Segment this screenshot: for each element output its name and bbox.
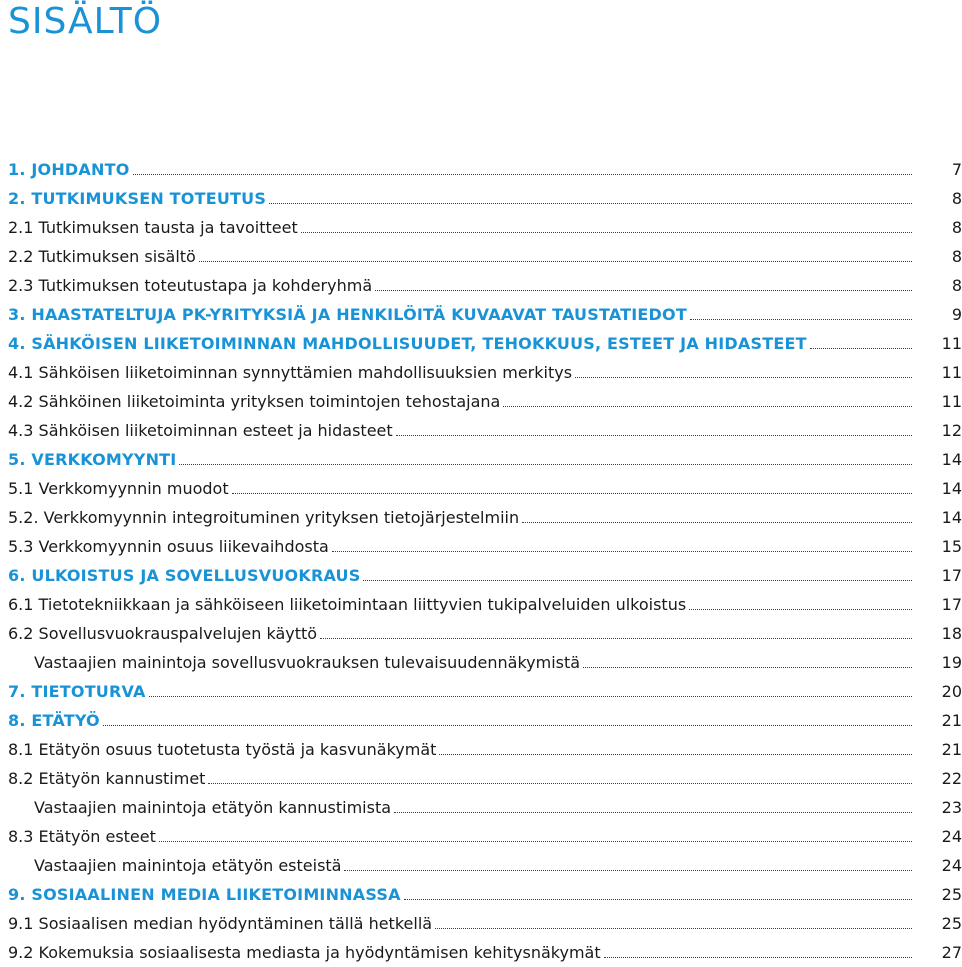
toc-dot-leader	[149, 696, 912, 697]
toc-entry[interactable]	[8, 619, 962, 648]
page-title: SISÄLTÖ	[8, 1, 163, 42]
toc-entry-label: 9.2 Kokemuksia sosiaalisesta mediasta ja hyödyntämisen kehitysnäkymät	[8, 943, 601, 962]
toc-entry-page-number: 9	[951, 305, 962, 324]
toc-entry-label: 2.3 Tutkimuksen toteutustapa ja kohderyhmä	[8, 276, 373, 295]
toc-dot-leader	[575, 377, 912, 378]
toc-entry-page-number: 11	[941, 363, 962, 382]
toc-entry-label: 5.3 Verkkomyynnin osuus liikevaihdosta	[8, 537, 329, 556]
toc-entry[interactable]	[8, 735, 962, 764]
toc-entry-page-number: 27	[941, 943, 962, 962]
toc-entry-page-number: 24	[941, 856, 962, 875]
toc-entry[interactable]	[8, 822, 962, 851]
toc-entry-page-number: 21	[941, 740, 962, 759]
toc-entry-label: 8.2 Etätyön kannustimet	[8, 769, 206, 788]
toc-entry-page-number: 12	[941, 421, 962, 440]
toc-dot-leader	[394, 812, 912, 813]
toc-entry[interactable]	[8, 242, 962, 271]
toc-dot-leader	[199, 261, 912, 262]
toc-entry-label: 1. JOHDANTO	[8, 160, 130, 179]
toc-entry[interactable]	[8, 561, 962, 590]
toc-entry-page-number: 11	[941, 392, 962, 411]
toc-entry-page-number: 14	[941, 508, 962, 527]
toc-entry-label: 5.2. Verkkomyynnin integroituminen yrityksen tietojärjestelmiin	[8, 508, 520, 527]
toc-dot-leader	[208, 783, 912, 784]
toc-dot-leader	[332, 551, 912, 552]
toc-entry-page-number: 8	[951, 189, 962, 208]
toc-entry-page-number: 22	[941, 769, 962, 788]
toc-entry-page-number: 19	[941, 653, 962, 672]
toc-entry-page-number: 8	[951, 276, 962, 295]
toc-entry[interactable]	[8, 880, 962, 909]
toc-dot-leader	[301, 232, 912, 233]
toc-dot-leader	[269, 203, 912, 204]
toc-entry-page-number: 7	[951, 160, 962, 179]
toc-entry-label: 2.1 Tutkimuksen tausta ja tavoitteet	[8, 218, 298, 237]
table-of-contents	[8, 155, 962, 967]
toc-entry-label: Vastaajien mainintoja sovellusvuokrauksen tulevaisuudennäkymistä	[34, 653, 581, 672]
toc-entry[interactable]	[8, 155, 962, 184]
toc-entry[interactable]	[8, 416, 962, 445]
toc-dot-leader	[179, 464, 912, 465]
toc-entry[interactable]	[8, 445, 962, 474]
toc-entry[interactable]	[8, 764, 962, 793]
toc-entry-page-number: 14	[941, 479, 962, 498]
toc-entry[interactable]	[8, 851, 962, 880]
toc-dot-leader	[604, 957, 912, 958]
toc-entry-label: 4.2 Sähköinen liiketoiminta yrityksen toimintojen tehostajana	[8, 392, 501, 411]
toc-entry-page-number: 20	[941, 682, 962, 701]
toc-dot-leader	[363, 580, 912, 581]
toc-entry-page-number: 8	[951, 247, 962, 266]
toc-entry[interactable]	[8, 387, 962, 416]
toc-entry-label: 2. TUTKIMUKSEN TOTEUTUS	[8, 189, 267, 208]
toc-entry-page-number: 11	[941, 334, 962, 353]
toc-dot-leader	[375, 290, 912, 291]
toc-entry-label: 5. VERKKOMYYNTI	[8, 450, 177, 469]
toc-entry-page-number: 25	[941, 885, 962, 904]
toc-entry-label: 4. SÄHKÖISEN LIIKETOIMINNAN MAHDOLLISUUDET, TEHOKKUUS, ESTEET JA HIDASTEET	[8, 334, 807, 353]
toc-entry-label: 6. ULKOISTUS JA SOVELLUSVUOKRAUS	[8, 566, 361, 585]
toc-entry[interactable]	[8, 793, 962, 822]
toc-dot-leader	[522, 522, 912, 523]
toc-entry-page-number: 14	[941, 450, 962, 469]
toc-entry[interactable]	[8, 532, 962, 561]
toc-entry-page-number: 18	[941, 624, 962, 643]
toc-entry-label: 9. SOSIAALINEN MEDIA LIIKETOIMINNASSA	[8, 885, 401, 904]
toc-entry[interactable]	[8, 677, 962, 706]
toc-entry[interactable]	[8, 706, 962, 735]
toc-entry-label: 7. TIETOTURVA	[8, 682, 146, 701]
toc-entry-label: 5.1 Verkkomyynnin muodot	[8, 479, 229, 498]
toc-entry-label: 6.2 Sovellusvuokrauspalvelujen käyttö	[8, 624, 318, 643]
toc-dot-leader	[810, 348, 912, 349]
toc-entry[interactable]	[8, 503, 962, 532]
toc-entry-label: 8.1 Etätyön osuus tuotetusta työstä ja kasvunäkymät	[8, 740, 437, 759]
toc-entry-page-number: 23	[941, 798, 962, 817]
toc-dot-leader	[396, 435, 912, 436]
toc-entry-label: 8.3 Etätyön esteet	[8, 827, 156, 846]
toc-entry-page-number: 17	[941, 566, 962, 585]
toc-entry[interactable]	[8, 358, 962, 387]
toc-entry-page-number: 21	[941, 711, 962, 730]
toc-entry-page-number: 25	[941, 914, 962, 933]
toc-entry-label: 3. HAASTATELTUJA PK-YRITYKSIÄ JA HENKILÖITÄ KUVAAVAT TAUSTATIEDOT	[8, 305, 687, 324]
toc-dot-leader	[583, 667, 912, 668]
toc-entry-label: 9.1 Sosiaalisen median hyödyntäminen tällä hetkellä	[8, 914, 433, 933]
toc-entry[interactable]	[8, 271, 962, 300]
toc-entry-page-number: 15	[941, 537, 962, 556]
toc-entry[interactable]	[8, 909, 962, 938]
toc-entry[interactable]	[8, 329, 962, 358]
toc-entry-label: 4.3 Sähköisen liiketoiminnan esteet ja hidasteet	[8, 421, 393, 440]
toc-entry[interactable]	[8, 590, 962, 619]
toc-entry[interactable]	[8, 474, 962, 503]
toc-dot-leader	[133, 174, 913, 175]
toc-dot-leader	[689, 609, 912, 610]
toc-entry-label: 2.2 Tutkimuksen sisältö	[8, 247, 196, 266]
toc-dot-leader	[232, 493, 912, 494]
toc-entry-label: 4.1 Sähköisen liiketoiminnan synnyttämien mahdollisuuksien merkitys	[8, 363, 573, 382]
toc-dot-leader	[159, 841, 912, 842]
toc-entry-page-number: 8	[951, 218, 962, 237]
toc-dot-leader	[690, 319, 912, 320]
toc-entry[interactable]	[8, 938, 962, 967]
toc-dot-leader	[320, 638, 912, 639]
toc-entry-label: Vastaajien mainintoja etätyön esteistä	[34, 856, 342, 875]
toc-entry-page-number: 24	[941, 827, 962, 846]
toc-dot-leader	[103, 725, 912, 726]
toc-dot-leader	[344, 870, 912, 871]
toc-entry[interactable]	[8, 648, 962, 677]
toc-entry-label: 8. ETÄTYÖ	[8, 711, 100, 730]
toc-entry[interactable]	[8, 213, 962, 242]
toc-dot-leader	[439, 754, 912, 755]
toc-dot-leader	[435, 928, 912, 929]
toc-entry[interactable]	[8, 300, 962, 329]
toc-entry-page-number: 17	[941, 595, 962, 614]
toc-dot-leader	[503, 406, 912, 407]
toc-dot-leader	[404, 899, 912, 900]
toc-entry-label: 6.1 Tietotekniikkaan ja sähköiseen liiketoimintaan liittyvien tukipalveluiden ulkoistus	[8, 595, 687, 614]
toc-entry[interactable]	[8, 184, 962, 213]
toc-entry-label: Vastaajien mainintoja etätyön kannustimista	[34, 798, 392, 817]
